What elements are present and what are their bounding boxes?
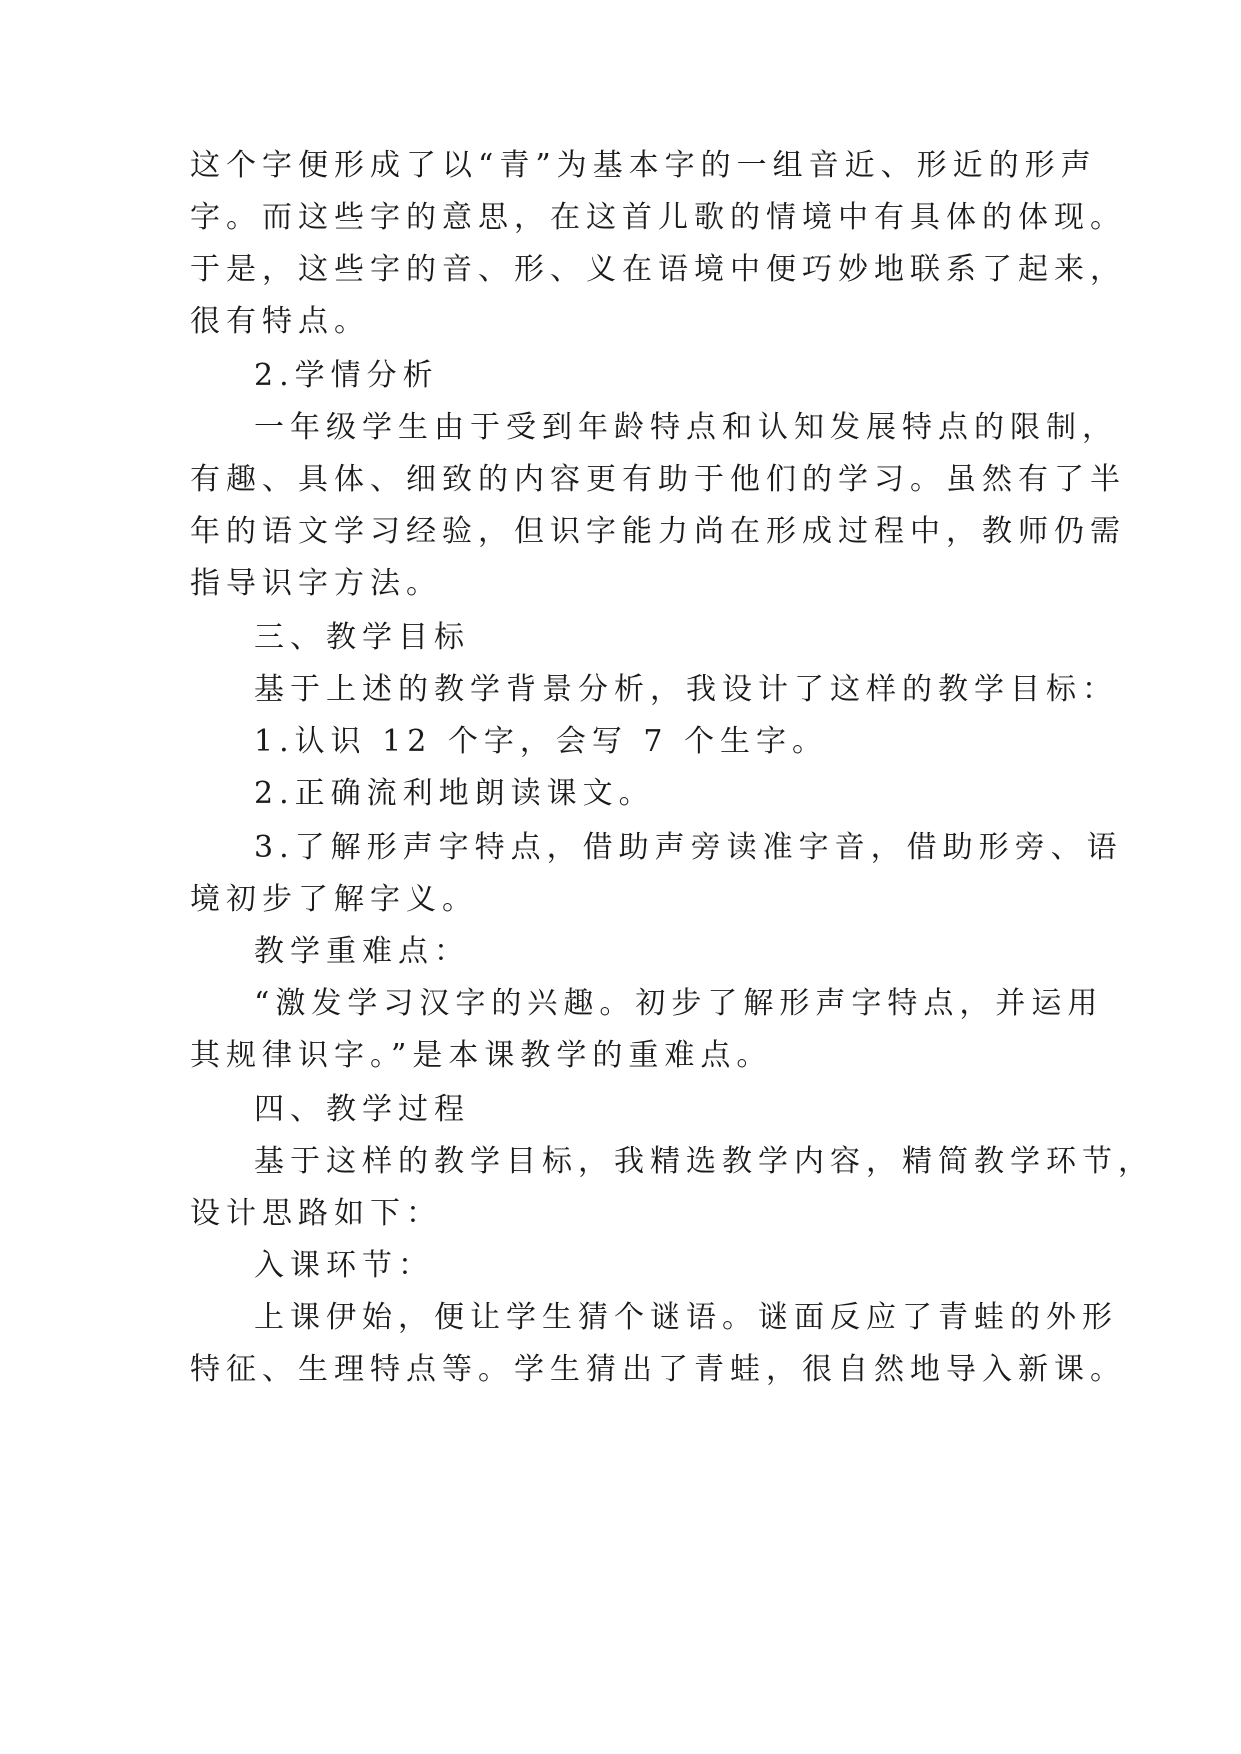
text-line: 特征、生理特点等。学生猜出了青蛙，很自然地导入新课。 bbox=[190, 1352, 1126, 1387]
section-heading: 2.学情分析 bbox=[254, 358, 439, 393]
text-line: 很有特点。 bbox=[190, 304, 370, 339]
section-heading: 教学重难点： bbox=[254, 934, 470, 969]
section-heading: 三、教学目标 bbox=[254, 620, 470, 655]
text-line: 于是，这些字的音、形、义在语境中便巧妙地联系了起来， bbox=[190, 252, 1126, 287]
text-line: “激发学习汉字的兴趣。初步了解形声字特点，并运用 bbox=[254, 986, 1104, 1021]
text-line: 有趣、具体、细致的内容更有助于他们的学习。虽然有了半 bbox=[190, 462, 1126, 497]
text-line: 基于上述的教学背景分析，我设计了这样的教学目标： bbox=[254, 672, 1118, 707]
text-line: 境初步了解字义。 bbox=[190, 882, 478, 917]
section-heading: 入课环节： bbox=[254, 1248, 434, 1283]
text-line: 字。而这些字的意思，在这首儿歌的情境中有具体的体现。 bbox=[190, 200, 1126, 235]
text-line: 一年级学生由于受到年龄特点和认知发展特点的限制， bbox=[254, 410, 1118, 445]
text-line: 这个字便形成了以“青”为基本字的一组音近、形近的形声 bbox=[190, 148, 1097, 183]
text-line: 基于这样的教学目标，我精选教学内容，精简教学环节， bbox=[254, 1144, 1154, 1179]
text-line: 年的语文学习经验，但识字能力尚在形成过程中，教师仍需 bbox=[190, 514, 1126, 549]
section-heading: 四、教学过程 bbox=[254, 1092, 470, 1127]
text-line: 上课伊始，便让学生猜个谜语。谜面反应了青蛙的外形 bbox=[254, 1300, 1118, 1335]
text-line: 其规律识字。”是本课教学的重难点。 bbox=[190, 1038, 773, 1073]
text-line: 设计思路如下： bbox=[190, 1196, 442, 1231]
list-item: 3.了解形声字特点，借助声旁读准字音，借助形旁、语 bbox=[254, 830, 1123, 865]
text-line: 指导识字方法。 bbox=[190, 566, 442, 601]
list-item: 2.正确流利地朗读课文。 bbox=[254, 776, 655, 811]
list-item: 1.认识 12 个字，会写 7 个生字。 bbox=[254, 724, 829, 759]
